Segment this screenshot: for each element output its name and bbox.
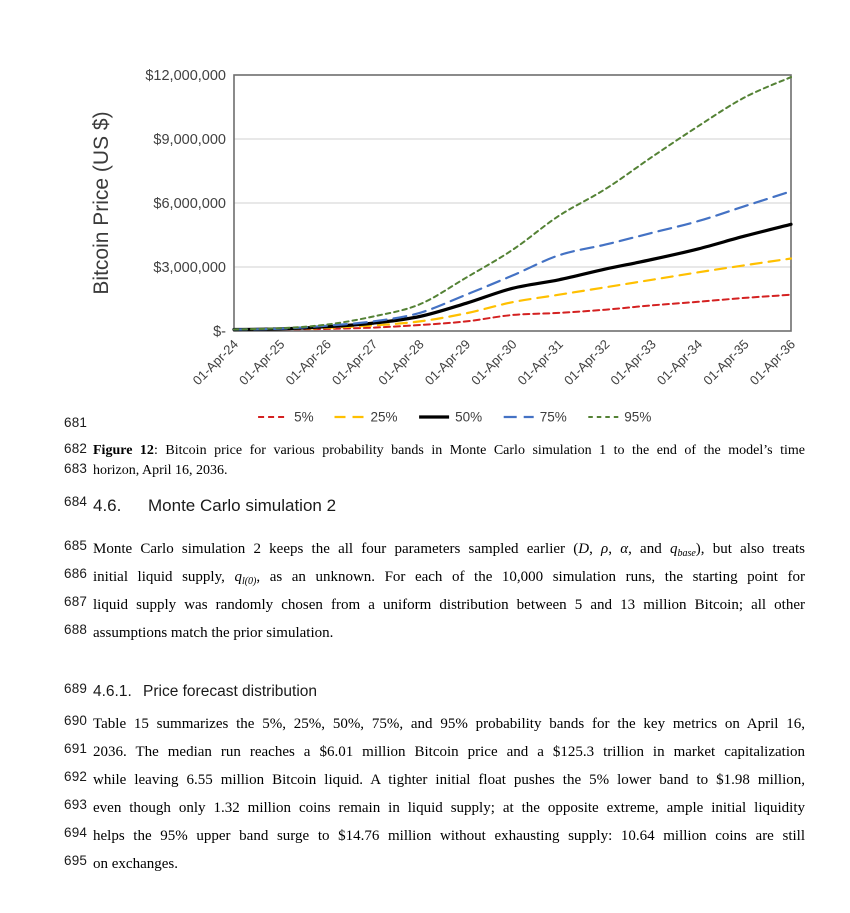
x-tick-label: 01-Apr-35 [700, 336, 752, 389]
text-segment: ρ [601, 541, 609, 557]
series-line-25% [234, 259, 791, 330]
doc-line-693 [0, 797, 850, 819]
legend-label-5%: 5% [294, 409, 314, 425]
legend-label-95%: 95% [624, 409, 652, 425]
section-number: 4.6.1. [93, 683, 132, 700]
doc-line-692 [0, 769, 850, 791]
line-text [93, 494, 805, 518]
doc-line-694 [0, 825, 850, 847]
doc-line-682 [0, 441, 850, 461]
text-segment: 2036. The median run reaches a $6.01 million Bitcoin price and a $125.3 trillion in market capitalization [93, 744, 805, 760]
line-number: 689 [64, 681, 88, 696]
text-segment: D [578, 541, 590, 557]
text-segment: , and [628, 541, 670, 557]
legend-label-25%: 25% [370, 409, 398, 425]
x-tick-label: 01-Apr-26 [282, 336, 334, 389]
doc-line-688 [0, 622, 850, 644]
line-number: 683 [64, 461, 88, 476]
line-number: 687 [64, 594, 88, 609]
line-text [93, 741, 805, 763]
doc-line-683 [0, 461, 850, 481]
y-tick-label: $6,000,000 [153, 196, 226, 212]
y-axis-tick-labels [145, 68, 226, 340]
text-segment: , as an unknown. For each of the 10,000 simulation runs, the starting point for [256, 569, 805, 585]
text-segment: horizon, April 16, 2036. [93, 463, 228, 478]
line-number: 685 [64, 538, 88, 553]
line-number: 688 [64, 622, 88, 637]
line-number: 684 [64, 494, 88, 509]
text-segment: even though only 1.32 million coins remain in liquid supply; at the opposite extreme, ample initial liquidity [93, 800, 805, 816]
text-segment: α [620, 541, 629, 557]
y-tick-label: $3,000,000 [153, 260, 226, 276]
line-text [93, 681, 805, 703]
doc-line-687 [0, 594, 850, 616]
line-number: 694 [64, 825, 88, 840]
section-title: Price forecast distribution [143, 683, 318, 700]
doc-line-689 [0, 681, 850, 703]
x-tick-label: 01-Apr-34 [653, 336, 706, 389]
line-text [93, 441, 805, 461]
line-number: 695 [64, 853, 88, 868]
line-text [93, 594, 805, 616]
series-line-5% [234, 295, 791, 330]
y-tick-label: $- [213, 324, 226, 340]
text-segment: q [234, 569, 242, 585]
x-tick-label: 01-Apr-36 [746, 336, 799, 389]
doc-line-695 [0, 853, 850, 875]
line-number: 686 [64, 566, 88, 581]
x-tick-label: 01-Apr-24 [189, 336, 242, 389]
text-segment: : Bitcoin price for various probability bands in Monte Carlo simulation 1 to the end of the model’s time [153, 443, 805, 458]
x-tick-label: 01-Apr-28 [375, 336, 427, 389]
text-segment: helps the 95% upper band surge to $14.76 million without exhausting supply: 10.64 million coins are still [93, 828, 805, 844]
line-text [93, 825, 805, 847]
legend-label-50%: 50% [455, 409, 483, 425]
line-text [93, 622, 805, 644]
line-text [93, 713, 805, 735]
text-segment: Figure 12 [93, 443, 154, 458]
x-tick-label: 01-Apr-31 [514, 336, 567, 389]
x-tick-label: 01-Apr-32 [560, 336, 613, 389]
doc-line-690 [0, 713, 850, 735]
line-number: 682 [64, 441, 88, 456]
doc-line-684 [0, 494, 850, 518]
text-segment: , [589, 541, 602, 557]
text-segment: base [677, 548, 696, 559]
line-text [93, 566, 805, 590]
x-tick-label: 01-Apr-27 [328, 336, 381, 389]
legend-label-75%: 75% [539, 409, 567, 425]
y-axis-title: Bitcoin Price (US $) [90, 111, 113, 295]
text-segment: while leaving 6.55 million Bitcoin liquid. A tighter initial float pushes the 5% lower band to $1.98 million, [93, 772, 805, 788]
text-segment: initial liquid supply, [93, 569, 235, 585]
line-number: 690 [64, 713, 88, 728]
text-segment: , [608, 541, 621, 557]
text-segment: Monte Carlo simulation 2 keeps the all four parameters sampled earlier ( [93, 541, 579, 557]
text-segment: liquid supply was randomly chosen from a uniform distribution between 5 and 13 million Bitcoin; all other [93, 597, 805, 613]
section-number: 4.6. [93, 496, 122, 515]
text-segment: Table 15 summarizes the 5%, 25%, 50%, 75%, and 95% probability bands for the key metrics on April 16, [93, 716, 805, 732]
line-number: 693 [64, 797, 88, 812]
x-tick-label: 01-Apr-25 [236, 336, 288, 389]
text-segment: assumptions match the prior simulation. [93, 625, 334, 641]
line-text [93, 853, 805, 875]
line-text [93, 538, 805, 562]
x-tick-label: 01-Apr-33 [607, 336, 659, 389]
text-segment: ), but also treats [695, 541, 805, 557]
x-tick-label: 01-Apr-29 [421, 336, 474, 389]
line-text [93, 797, 805, 819]
y-tick-label: $12,000,000 [145, 68, 226, 84]
line-text [93, 769, 805, 791]
series-line-75% [234, 191, 791, 329]
figure-12-chart [0, 0, 850, 435]
doc-line-685 [0, 538, 850, 562]
series-line-50% [234, 224, 791, 329]
x-tick-label: 01-Apr-30 [468, 336, 520, 389]
text-segment: on exchanges. [93, 856, 178, 872]
text-segment: l(0) [241, 576, 257, 587]
section-title: Monte Carlo simulation 2 [148, 496, 337, 515]
text-segment: q [669, 541, 678, 557]
line-number: 692 [64, 769, 88, 784]
line-number: 691 [64, 741, 88, 756]
x-axis-tick-labels [190, 337, 798, 388]
doc-line-691 [0, 741, 850, 763]
line-text [93, 461, 805, 481]
y-tick-label: $9,000,000 [153, 132, 226, 148]
doc-line-686 [0, 566, 850, 590]
line-number: 681 [64, 415, 88, 430]
chart-legend [258, 410, 651, 425]
